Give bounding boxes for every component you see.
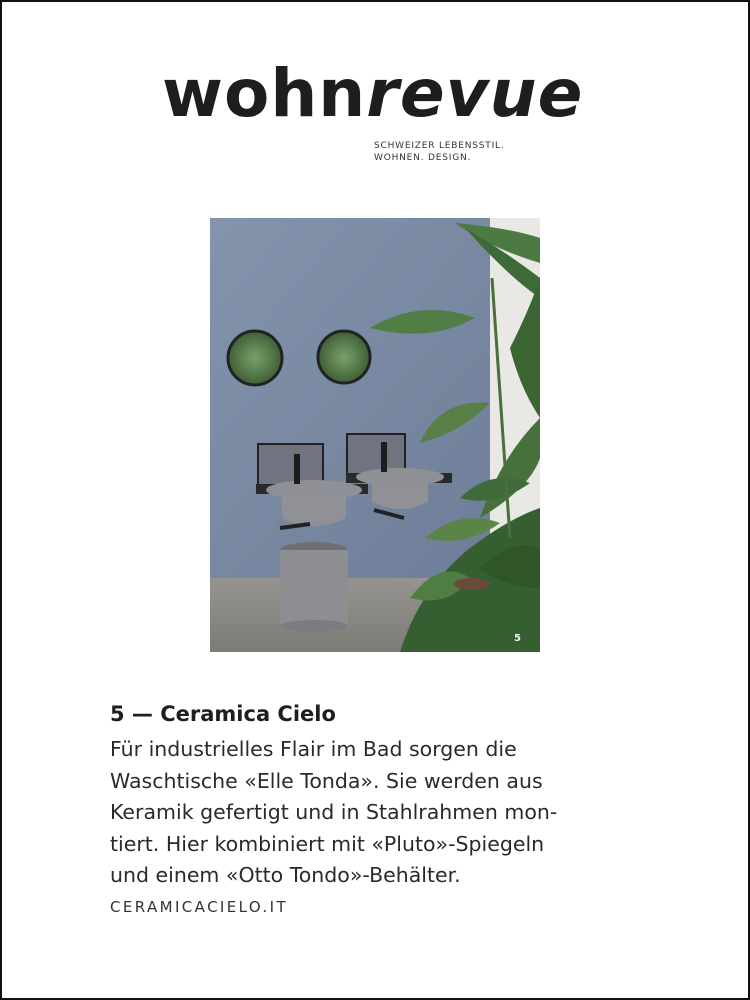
body-line: Keramik gefertigt und in Stahlrahmen mon- <box>110 800 558 824</box>
logo-wohn: wohn <box>162 55 367 132</box>
bathroom-photo <box>210 218 540 652</box>
logo-revue: revue <box>366 55 584 132</box>
plant-pot <box>454 578 490 590</box>
otto-tondo-container <box>280 550 348 626</box>
masthead <box>162 54 602 163</box>
sink-body-left <box>282 496 346 526</box>
photo-number: 5 <box>514 633 521 644</box>
source-link[interactable]: CERAMICACIELO.IT <box>110 897 289 916</box>
round-mirror-left <box>228 331 282 385</box>
tagline-line-2: WOHNEN. DESIGN. <box>374 153 472 163</box>
magazine-logo <box>162 54 602 134</box>
body-line: Waschtische «Elle Tonda». Sie werden aus <box>110 768 543 793</box>
container-bottom <box>280 620 348 632</box>
article-headline: 5 — Ceramica Cielo <box>110 702 336 726</box>
round-mirror-right <box>318 331 370 383</box>
body-line: und einem «Otto Tondo»-Behälter. <box>110 863 461 887</box>
sink-body-right <box>372 483 428 509</box>
faucet-right <box>381 442 387 472</box>
sink-backsplash-left <box>258 444 323 486</box>
faucet-left <box>294 454 300 484</box>
body-line: tiert. Hier kombiniert mit «Pluto»-Spiegeln <box>110 831 545 856</box>
tagline-line-1: SCHWEIZER LEBENSSTIL. <box>374 141 505 151</box>
magazine-tagline <box>374 140 534 163</box>
bathroom-illustration <box>210 218 540 652</box>
article <box>110 700 650 918</box>
body-line: Für industrielles Flair im Bad sorgen die <box>110 737 517 761</box>
article-body <box>110 734 650 892</box>
